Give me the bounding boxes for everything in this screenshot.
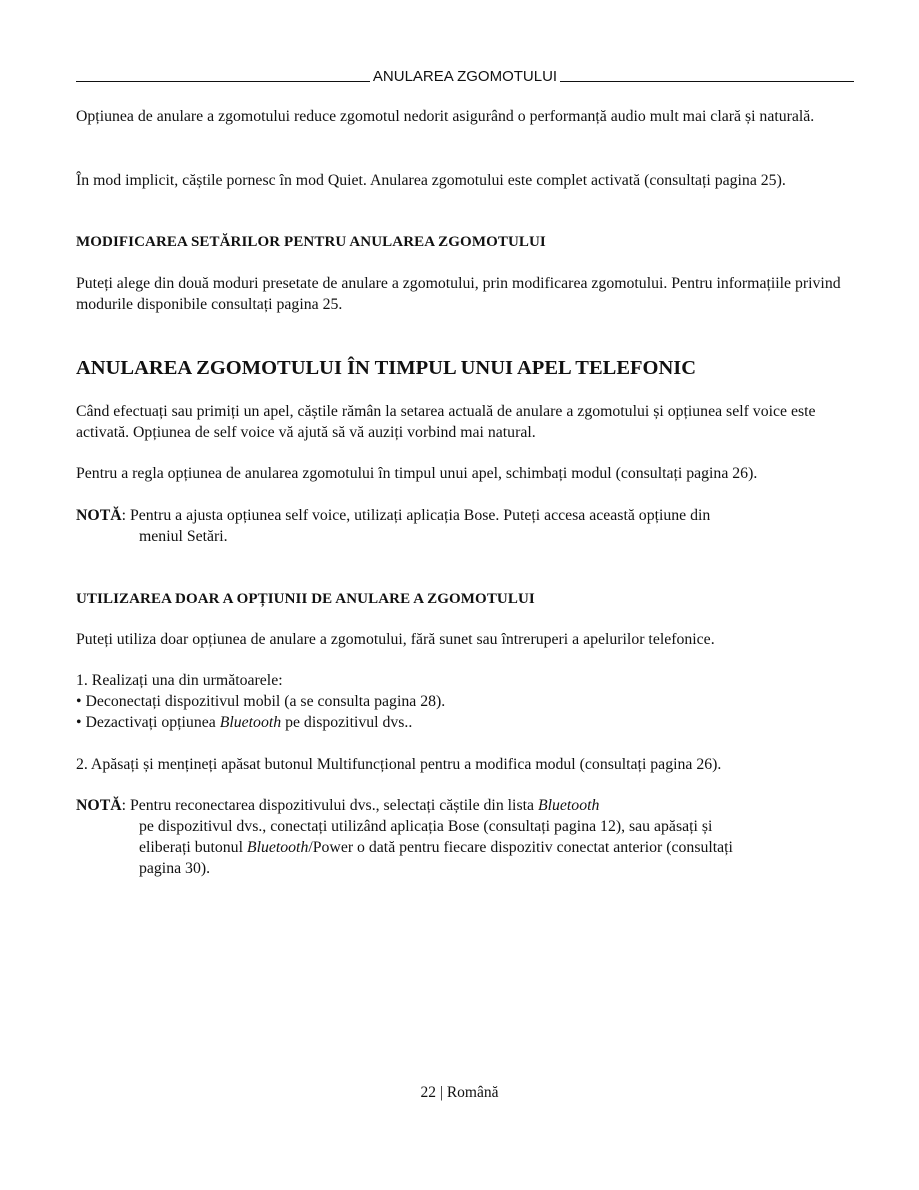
- note-colon: :: [121, 507, 130, 524]
- bullet-disable-bluetooth: [76, 712, 858, 733]
- intro-paragraph-2: În mod implicit, căștile pornesc în mod Quiet. Anularea zgomotului este complet activată (consultați pagina 25).: [76, 172, 786, 189]
- note-self-voice-line-1: [76, 505, 858, 526]
- header-rule-left: [76, 81, 370, 82]
- section-heading-noise-only: UTILIZAREA DOAR A OPȚIUNII DE ANULARE A ZGOMOTULUI: [76, 591, 535, 607]
- intro-paragraph-1: Opțiunea de anulare a zgomotului reduce zgomotul nedorit asigurând o performanță audio mult mai clară și naturală.: [76, 108, 815, 125]
- note-reconnect: [76, 795, 858, 879]
- bullet2-text-pre: • Dezactivați opțiunea: [76, 714, 220, 731]
- page-header: [76, 64, 854, 86]
- page-footer: 22 | Română: [420, 1084, 499, 1101]
- note-reconnect-line-3: [76, 837, 858, 858]
- note-reconnect-text-3-pre: eliberați butonul: [139, 839, 247, 856]
- bullet-disconnect: • Deconectați dispozitivul mobil (a se consulta pagina 28).: [76, 693, 446, 710]
- section3-paragraph: Puteți utiliza doar opțiunea de anulare a zgomotului, fără sunet sau întreruperi a apelurilor telefonice.: [76, 631, 715, 648]
- step-2: 2. Apăsați și mențineți apăsat butonul Multifuncțional pentru a modifica modul (consultați pagina 26).: [76, 756, 722, 773]
- note-self-voice-text: Pentru a ajusta opțiunea self voice, utilizați aplicația Bose. Puteți accesa această opțiune din: [129, 507, 711, 524]
- header-rule-right: [560, 81, 854, 82]
- section-heading-modify-settings: MODIFICAREA SETĂRILOR PENTRU ANULAREA ZGOMOTULUI: [76, 234, 546, 250]
- note-self-voice-line-2: meniul Setări.: [139, 528, 228, 545]
- note-reconnect-line-4: pagina 30).: [139, 860, 211, 877]
- section2-paragraph-2: Pentru a regla opțiunea de anularea zgomotului în timpul unui apel, schimbați modul (consultați pagina 26).: [76, 465, 758, 482]
- bullet2-text-post: pe dispozitivul dvs..: [281, 714, 413, 731]
- note-reconnect-line-1: [76, 795, 858, 816]
- note-reconnect-line-2: pe dispozitivul dvs., conectați utilizând aplicația Bose (consultați pagina 12), sau apăsați și: [139, 818, 713, 835]
- note-reconnect-text-3-post: /Power o dată pentru fiecare dispozitiv conectat anterior (consultați: [308, 839, 733, 856]
- header-title: ANULAREA ZGOMOTULUI: [372, 68, 558, 85]
- step-1: 1. Realizați una din următoarele:: [76, 672, 283, 689]
- steps-list: [76, 670, 858, 733]
- note-colon: :: [121, 797, 130, 814]
- note-reconnect-bluetooth-2: Bluetooth: [246, 839, 309, 856]
- bullet2-bluetooth: Bluetooth: [219, 714, 282, 731]
- note-reconnect-bluetooth-1: Bluetooth: [537, 797, 600, 814]
- note-self-voice: [76, 505, 858, 547]
- section-heading-phone-call: ANULAREA ZGOMOTULUI ÎN TIMPUL UNUI APEL TELEFONIC: [76, 357, 697, 379]
- note-label: NOTĂ: [76, 507, 122, 524]
- note-reconnect-text-1: Pentru reconectarea dispozitivului dvs., selectați căștile din lista: [129, 797, 538, 814]
- note-label: NOTĂ: [76, 797, 122, 814]
- section2-paragraph-1: Când efectuați sau primiți un apel, căștile rămân la setarea actuală de anulare a zgomotului și opțiunea self voice este activată. Opțiunea de self voice vă ajută să vă auziți vorbind mai natural.: [76, 403, 816, 441]
- section1-paragraph: Puteți alege din două moduri presetate de anulare a zgomotului, prin modificarea zgomotului. Pentru informațiile privind modurile disponibile consultați pagina 25.: [76, 275, 841, 313]
